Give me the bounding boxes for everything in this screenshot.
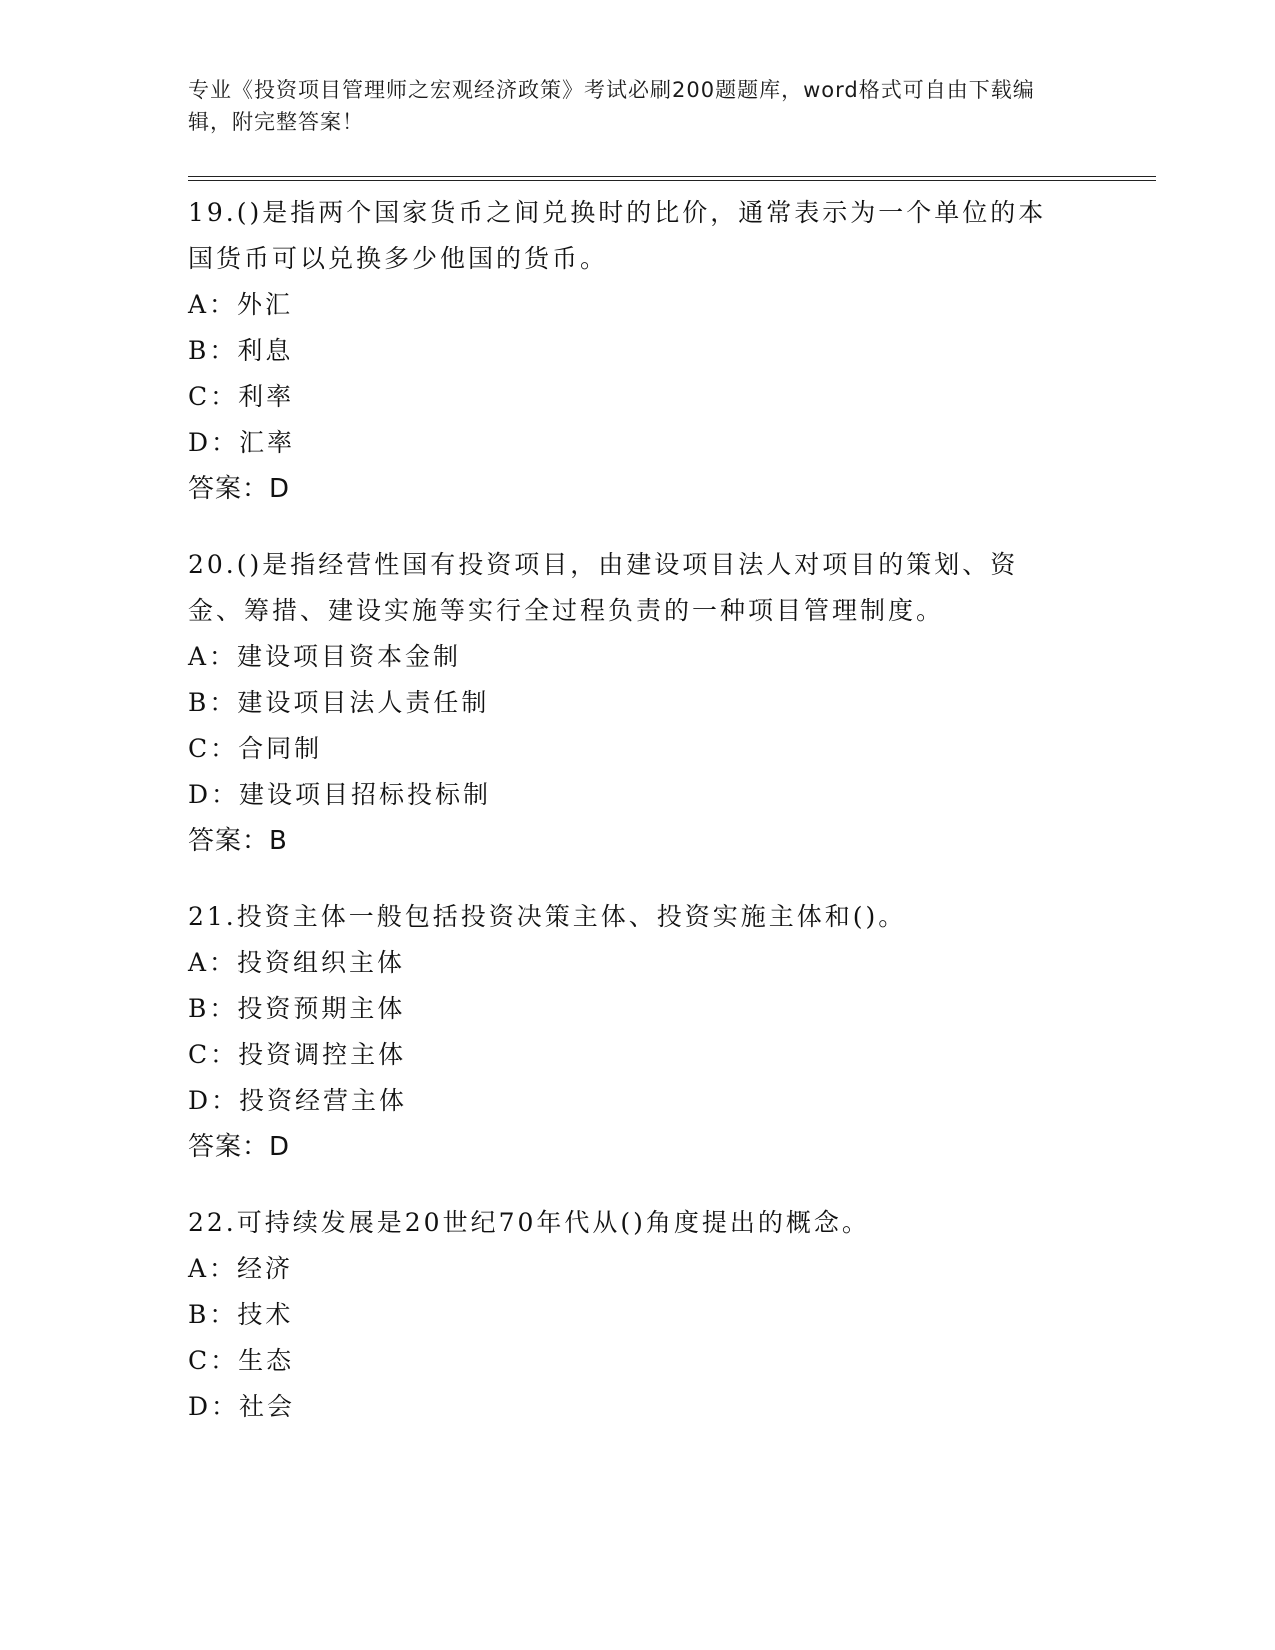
- option-c: C：利率: [188, 382, 295, 411]
- option-a: A：建设项目资本金制: [188, 642, 462, 671]
- question-stem: 22.可持续发展是20世纪70年代从()角度提出的概念。: [188, 1208, 870, 1237]
- option-c: C：合同制: [188, 734, 323, 763]
- question-stem: 20.()是指经营性国有投资项目，由建设项目法人对项目的策划、资金、筹措、建设实施等实行全过程负责的一种项目管理制度。: [188, 550, 1019, 625]
- question-stem: 21.投资主体一般包括投资决策主体、投资实施主体和()。: [188, 902, 907, 931]
- question-list: [188, 190, 1088, 1460]
- answer: 答案：D: [188, 474, 291, 504]
- question-stem: 19.()是指两个国家货币之间兑换时的比价，通常表示为一个单位的本国货币可以兑换多少他国的货币。: [188, 198, 1047, 273]
- question-21: [188, 894, 1088, 1170]
- option-d: D：社会: [188, 1392, 296, 1421]
- answer: 答案：B: [188, 826, 288, 856]
- option-a: A：外汇: [188, 290, 294, 319]
- question-20: [188, 542, 1088, 864]
- option-b: B：建设项目法人责任制: [188, 688, 490, 717]
- option-c: C：生态: [188, 1346, 295, 1375]
- option-b: B：投资预期主体: [188, 994, 406, 1023]
- question-19: [188, 190, 1088, 512]
- answer: 答案：D: [188, 1132, 291, 1162]
- option-b: B：利息: [188, 336, 294, 365]
- option-d: D：投资经营主体: [188, 1086, 408, 1115]
- option-b: B：技术: [188, 1300, 294, 1329]
- option-a: A：经济: [188, 1254, 294, 1283]
- option-c: C：投资调控主体: [188, 1040, 407, 1069]
- header-divider: [188, 176, 1156, 181]
- option-d: D：汇率: [188, 428, 296, 457]
- option-d: D：建设项目招标投标制: [188, 780, 492, 809]
- page-header: 专业《投资项目管理师之宏观经济政策》考试必刷200题题库，word格式可自由下载编辑，附完整答案！: [188, 78, 1035, 134]
- question-22: [188, 1200, 1088, 1430]
- option-a: A：投资组织主体: [188, 948, 406, 977]
